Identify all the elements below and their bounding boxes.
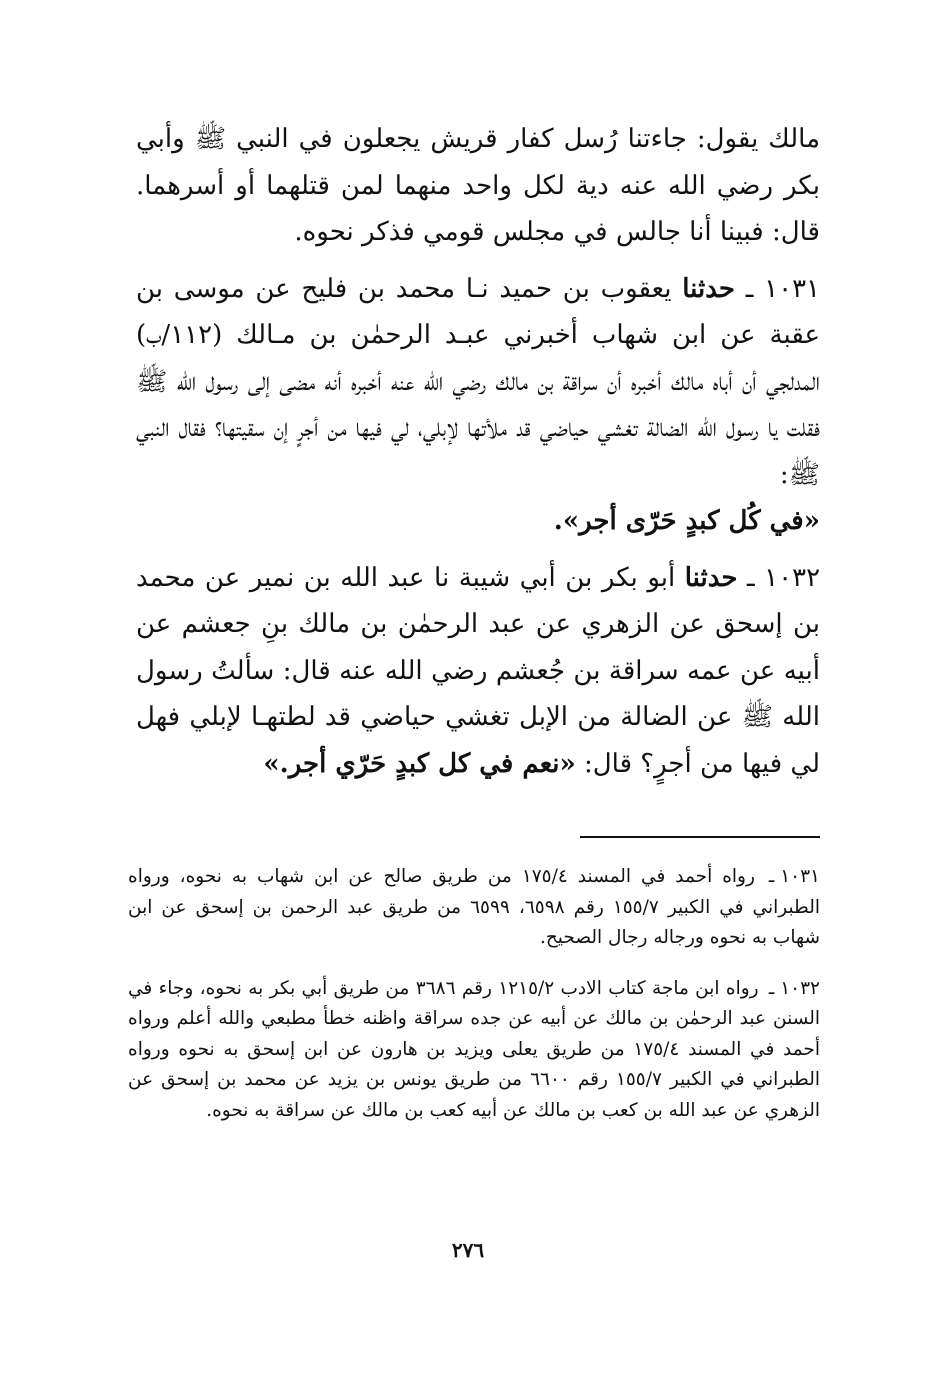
- page-number: ٢٧٦: [451, 1238, 485, 1262]
- footnote-number: ١٠٣١ ـ: [768, 866, 820, 887]
- footnote-divider: [580, 836, 820, 838]
- hadith-1031-number: ١٠٣١ ـ: [745, 273, 821, 304]
- hadith-1032: [136, 555, 820, 788]
- footnote-number: ١٠٣٢ ـ: [768, 977, 820, 999]
- hadith-1031: [136, 266, 820, 499]
- footnote-1031: [128, 862, 820, 954]
- hadith-1032-lead: حدثنا: [684, 562, 738, 593]
- hadith-1032-text: أبو بكر بن أبي شيبة نا عبد الله بن نمير عن محمد بن إسحق عن الزهري عن عبد الرحمٰن بن مالك بنِ جعشم عن أبيه عن عمه سراقة بن جُعشم رضي الله عنه قال: سألتُ رسول الله ﷺ عن الضالة من الإبل تغشي حياضي قد لطتهـا لإبلي فهل لي فيها من أجرٍ؟ قال:: [136, 562, 820, 779]
- hadith-1031-text: يعقوب بن حميد نـا محمد بن فليح عن موسى بن عقبة عن ابن شهاب أخبرني عبـد الرحمٰن بن مـالك (١١٢/ب) المدلجي أن أباه مالك أخبره أن سراقة بن مالك رضي الله عنه أخبره أنه مضى إلى رسول الله ﷺ فقلت يا رسول الله الضالة تغشي حياضي قد ملأتها لإبلي، لي فيها من أجرٍ إن سقيتها؟ فقال النبي ﷺ:: [136, 273, 820, 490]
- hadith-1031-lead: حدثنا: [682, 273, 735, 304]
- footnotes: [128, 862, 820, 1126]
- hadith-1032-number: ١٠٣٢ ـ: [747, 562, 821, 593]
- hadith-1031-quote: «في كُل كبدٍ حَرّى أجر».: [553, 506, 820, 536]
- intro-paragraph: مالك يقول: جاءتنا رُسل كفار قريش يجعلون في النبي ﷺ وأبي بكر رضي الله عنه دية لكل واحد منهما لمن قتلهما أو أسرهما. قال: فبينا أنا جالس في مجلس قومي فذكر نحوه.: [136, 124, 820, 247]
- footnote-text: رواه أحمد في المسند ١٧٥/٤ من طريق صالح عن ابن شهاب به نحوه، ورواه الطبراني في الكبير ١٥٥/٧ رقم ٦٥٩٨، ٦٥٩٩ من طريق عبد الرحمن بن إسحق عن ابن شهاب به نحوه ورجاله رجال الصحيح.: [128, 866, 821, 948]
- hadith-1032-quote: «نعم في كل كبدٍ حَرّي أجر.»: [263, 748, 576, 779]
- footnote-text: رواه ابن ماجة كتاب الادب ١٢١٥/٢ رقم ٣٦٨٦ من طريق أبي بكر به نحوه، وجاء في السنن عبد الرحمٰن بن مالك عن أبيه عن جده سراقة واظنه خطأ مطبعي والله أعلم ورواه أحمد في المسند ١٧٥/٤ من طريق يعلى ويزيد بن هارون عن ابن إسحق به نحوه ورواه الطبراني في الكبير ١٥٥/٧ رقم ٦٦٠٠ من طريق يونس بن يزيد عن محمد بن إسحق عن الزهري عن عبد الله بن كعب بن مالك عن أبيه كعب بن مالك عن سراقة به نحوه.: [128, 977, 820, 1121]
- main-text: [136, 116, 820, 787]
- footnote-1032: [128, 974, 820, 1127]
